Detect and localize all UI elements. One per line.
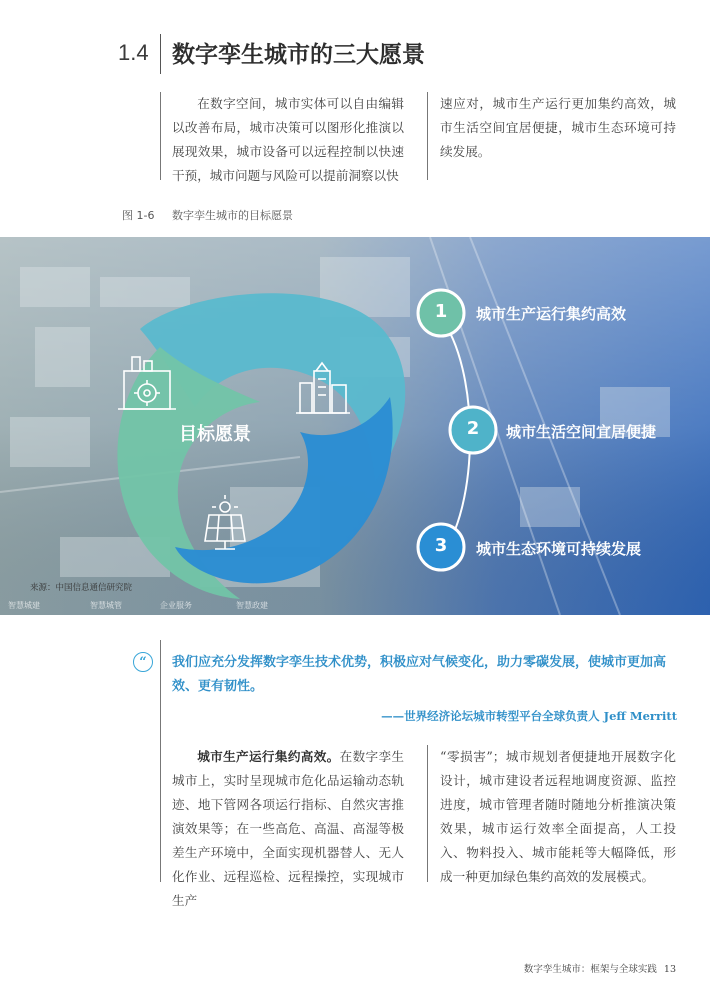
figure-number: 图 1-6: [122, 209, 155, 222]
section-title: 数字孪生城市的三大愿景: [172, 42, 425, 68]
section-divider: [160, 34, 161, 74]
figure-tab-2: 智慧城管: [90, 601, 122, 610]
vision-num-2: 2: [466, 418, 480, 439]
quote-text: 我们应充分发挥数字孪生技术优势，积极应对气候变化，助力零碳发展，使城市更加高效、更有韧性。: [172, 655, 667, 694]
figure-caption: 数字孪生城市的目标愿景: [172, 209, 293, 222]
vision-label-3: 城市生态环境可持续发展: [476, 540, 642, 558]
intro-col1: [172, 92, 404, 188]
body-rule-left: [160, 740, 161, 882]
body-col2-text: “零损害”；城市规划者便捷地开展数字化设计，城市建设者远程地调度资源、监控进度，城市管理者随时随地分析推演决策效果，城市运行效率全面提高，人工投入、物料投入、城市能耗等大幅降低，形成一种更加绿色集约高效的发展模式。: [440, 749, 676, 884]
body-col1-text: 在数字孪生城市上，实时呈现城市危化品运输动态轨迹、地下管网各项运行指标、自然灾害推演效果等；在一些高危、高温、高湿等极差生产环境中，全面实现机器替人、无人化作业、远程巡检、远程操控，实现城市生产: [172, 749, 405, 908]
page-footer: [524, 961, 676, 975]
figure-source: 来源：中国信息通信研究院: [30, 583, 133, 593]
intro-col2-text: 速应对，城市生产运行更加集约高效，城市生活空间宜居便捷，城市生态环境可持续发展。: [440, 96, 676, 159]
intro-rule-left: [160, 92, 161, 180]
body-lead: 城市生产运行集约高效。: [197, 749, 340, 764]
body-rule-mid: [427, 745, 428, 882]
vision-label-2: 城市生活空间宜居便捷: [506, 423, 657, 441]
vision-num-1: 1: [434, 301, 448, 322]
vision-num-3: 3: [434, 535, 448, 556]
intro-col2: [440, 92, 676, 164]
vision-figure: [0, 237, 710, 615]
footer-title: 数字孪生城市：框架与全球实践: [523, 964, 657, 975]
quote-attribution: ——世界经济论坛城市转型平台全球负责人 Jeff Merritt: [381, 709, 677, 723]
section-number: 1.4: [118, 40, 149, 65]
center-label: 目标愿景: [179, 424, 251, 445]
figure-tab-1: 智慧城建: [8, 601, 40, 610]
body-col1: [172, 745, 404, 913]
figure-tab-3: 企业服务: [160, 601, 192, 610]
body-col2: [440, 745, 676, 889]
vision-label-1: 城市生产运行集约高效: [476, 305, 627, 323]
intro-col1-text: 在数字空间，城市实体可以自由编辑以改善布局，城市决策可以图形化推演以展现效果，城市设备可以远程控制以快速干预，城市问题与风险可以提前洞察以快: [172, 96, 404, 183]
body-col1-para: [172, 745, 404, 913]
figure-tab-4: 智慧政建: [236, 601, 268, 610]
figure-bottom-tabs: [0, 600, 710, 615]
page-number: 13: [663, 964, 676, 975]
intro-rule-mid: [427, 92, 428, 180]
quote-mark-icon: “: [133, 652, 153, 672]
quote-rule: [160, 640, 161, 740]
